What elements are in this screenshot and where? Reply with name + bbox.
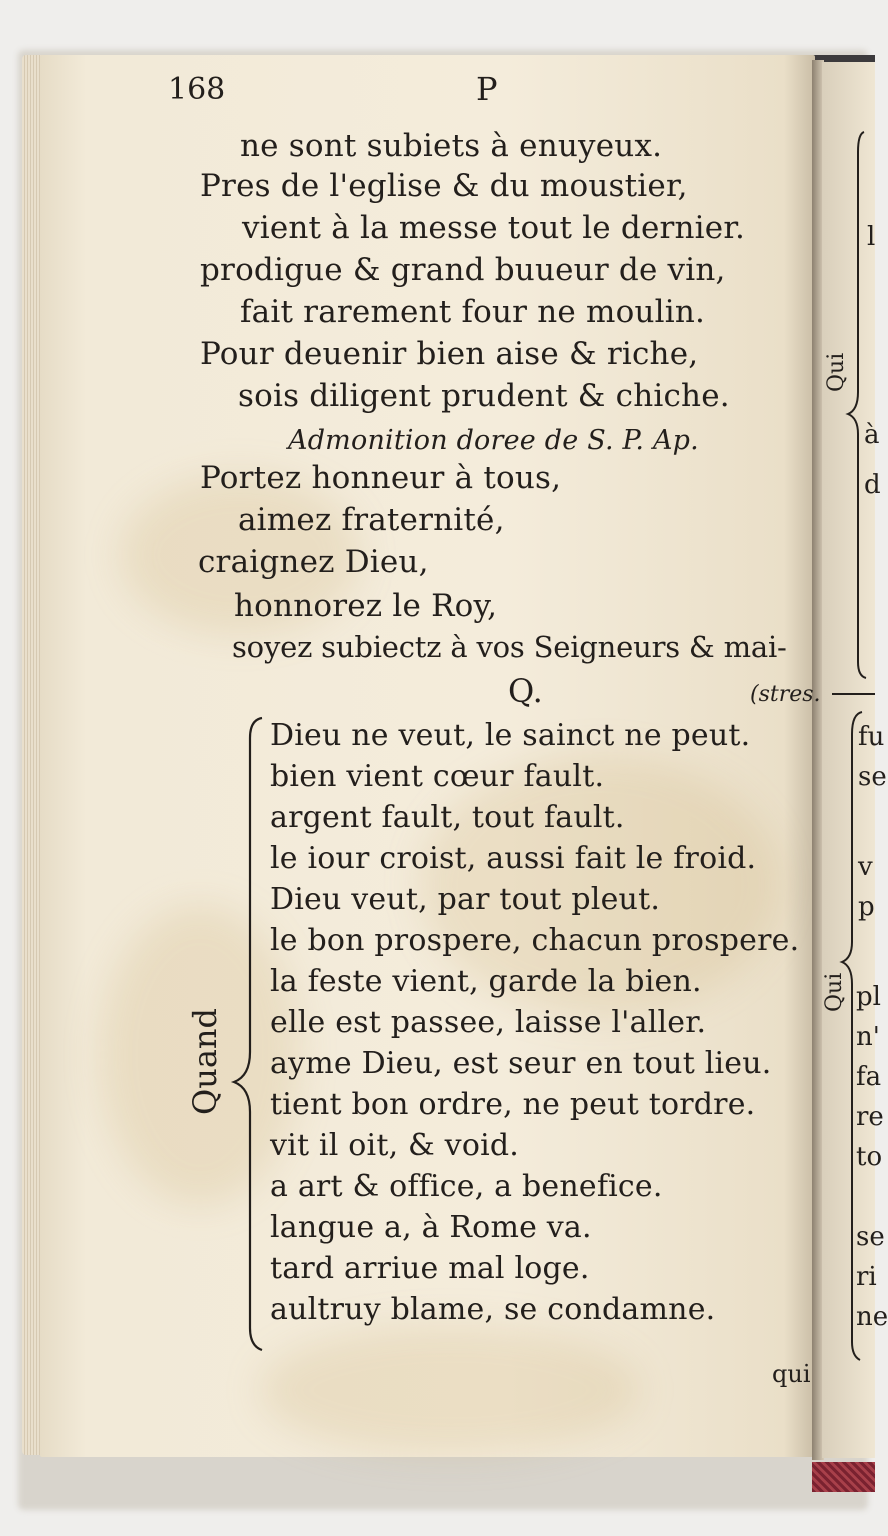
- facing-page: [822, 62, 888, 1458]
- facing-fragment: fa: [856, 1062, 882, 1092]
- text-line: vient à la messe tout le dernier.: [242, 210, 746, 246]
- facing-fragment: à: [864, 420, 880, 450]
- text-line: honnorez le Roy,: [234, 588, 498, 624]
- facing-fragment: pl: [856, 982, 881, 1012]
- text-line: ne sont subiets à enuyeux.: [240, 128, 663, 164]
- quand-brace: [228, 712, 268, 1362]
- quand-label: Quand: [186, 1007, 224, 1115]
- quand-line: langue a, à Rome va.: [270, 1210, 592, 1245]
- quand-line: le iour croist, aussi fait le froid.: [270, 841, 757, 876]
- quand-line: aultruy blame, se condamne.: [270, 1292, 716, 1327]
- text-line: aimez fraternité,: [238, 502, 505, 538]
- facing-fragment: d: [864, 470, 881, 500]
- facing-label-upper: Qui: [824, 352, 849, 392]
- quand-line: argent fault, tout fault.: [270, 800, 625, 835]
- text-line: craignez Dieu,: [198, 544, 429, 580]
- turnover-word: (stres.: [750, 682, 821, 707]
- signature-letter: P: [476, 70, 498, 108]
- text-line: Pour deuenir bien aise & riche,: [200, 336, 699, 372]
- text-line: soyez subiectz à vos Seigneurs & mai-: [232, 630, 787, 664]
- text-line: Portez honneur à tous,: [200, 460, 562, 496]
- catchword: qui: [772, 1360, 811, 1388]
- facing-fragment: se: [858, 762, 887, 792]
- quand-line: elle est passee, laisse l'aller.: [270, 1005, 707, 1040]
- page-number: 168: [168, 72, 226, 107]
- quand-line: tient bon ordre, ne peut tordre.: [270, 1087, 756, 1122]
- quand-line: tard arriue mal loge.: [270, 1251, 590, 1286]
- facing-fragment: ne: [856, 1302, 888, 1332]
- admonition-heading: Admonition doree de S. P. Ap.: [288, 425, 699, 456]
- quand-line: a art & office, a benefice.: [270, 1169, 663, 1204]
- facing-label-lower: Qui: [822, 972, 847, 1012]
- quand-line: bien vient cœur fault.: [270, 759, 605, 794]
- quand-line: la feste vient, garde la bien.: [270, 964, 702, 999]
- section-letter: Q.: [508, 672, 543, 710]
- quand-line: Dieu ne veut, le sainct ne peut.: [270, 718, 751, 753]
- facing-fragment: l: [867, 222, 876, 252]
- quand-line: le bon prospere, chacun prospere.: [270, 923, 800, 958]
- facing-fragment: to: [856, 1142, 883, 1172]
- facing-fragment: ri: [856, 1262, 877, 1292]
- quand-line: vit il oit, & void.: [270, 1128, 520, 1163]
- facing-fragment: se: [856, 1222, 885, 1252]
- text-line: Pres de l'eglise & du moustier,: [200, 168, 688, 204]
- text-line: fait rarement four ne moulin.: [240, 294, 706, 330]
- facing-fragment: n': [856, 1022, 880, 1052]
- text-line: prodigue & grand buueur de vin,: [200, 252, 726, 288]
- text-line: sois diligent prudent & chiche.: [238, 378, 730, 414]
- quand-line: Dieu veut, par tout pleut.: [270, 882, 661, 917]
- facing-fragment: p: [858, 892, 875, 922]
- facing-fragment: re: [856, 1102, 884, 1132]
- quand-line: ayme Dieu, est seur en tout lieu.: [270, 1046, 772, 1081]
- facing-fragment: fu: [858, 722, 885, 752]
- facing-fragment: v: [858, 852, 873, 882]
- stain: [260, 1325, 640, 1455]
- book-ribbon: [812, 1462, 875, 1492]
